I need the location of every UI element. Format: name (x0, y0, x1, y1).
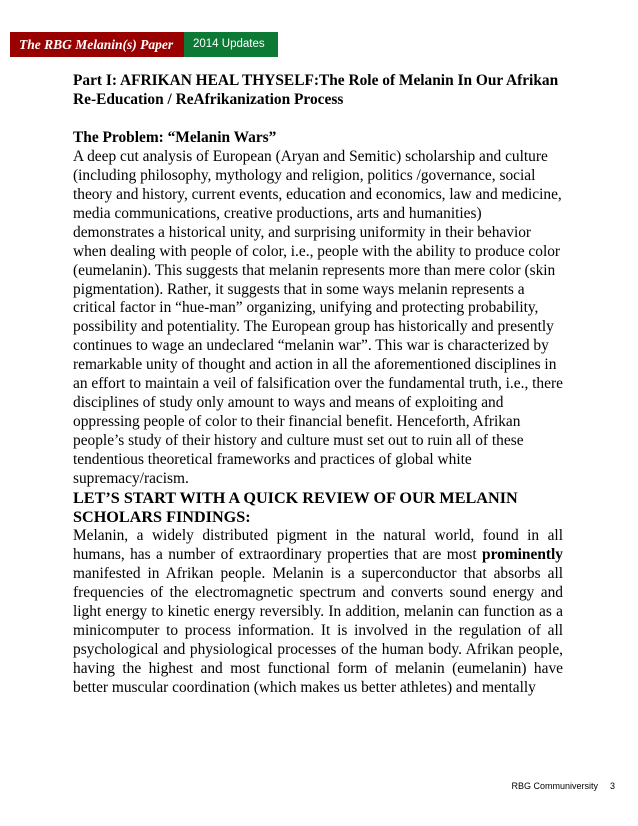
series-title: The RBG Melanin(s) Paper (10, 32, 184, 57)
findings-paragraph (73, 527, 563, 698)
footer-publisher: RBG Communiversity (511, 781, 598, 791)
findings-intro: Melanin, a widely distributed pigment in the natural world, found in all humans, has a number of extraordinary properties that are most (73, 526, 563, 563)
document-header (10, 32, 278, 57)
document-body (73, 72, 563, 698)
findings-emphasis: prominently (482, 545, 563, 563)
page-footer (511, 781, 615, 791)
page-number: 3 (609, 781, 615, 791)
updates-badge: 2014 Updates (184, 32, 278, 57)
problem-heading: The Problem: “Melanin Wars” (73, 128, 277, 146)
findings-rest: manifested in Afrikan people. Melanin is a superconductor that absorbs all frequencies of the electromagnetic spectrum and converts sound energy and light energy to kinetic energy reversibly. In addition, melanin can function as a minicomputer to process information. It is involved in the regulation of all psychological and physiological processes of the human body. Afrikan people, having the highest and most functional form of melanin (eumelanin) have better muscular coordination (which makes us better athletes) and mentally (73, 564, 563, 696)
review-heading: LET’S START WITH A QUICK REVIEW OF OUR MELANIN SCHOLARS FINDINGS: (73, 489, 518, 526)
part-title: Part I: AFRIKAN HEAL THYSELF:The Role of Melanin In Our Afrikan Re-Education / ReAfrikanization Process (73, 72, 559, 108)
spacer (73, 110, 563, 129)
problem-paragraph: A deep cut analysis of European (Aryan and Semitic) scholarship and culture (including philosophy, mythology and religion, politics /governance, social theory and history, current events, education and economics, law and medicine, media communications, creative productions, arts and humanities) demonstrates a historical unity, and surprising uniformity in their behavior when dealing with people of color, i.e., people with the ability to produce color (eumelanin). This suggests that melanin represents more than mere color (skin pigmentation). Rather, it suggests that in some ways melanin represents a critical factor in “hue-man” organizing, unifying and protecting probability, possibility and potentiality. The European group has historically and presently continues to wage an undeclared “melanin war”. This war is characterized by remarkable unity of thought and action in all the aforementioned disciplines in an effort to maintain a veil of falsification over the fundamental truth, i.e., there disciplines of study only amount to ways and means of exploiting and oppressing people of color to their financial benefit. Henceforth, Afrikan people’s study of their history and culture must set out to ruin all of these tendentious theoretical frameworks and practices of global white supremacy/racism. (73, 147, 563, 488)
